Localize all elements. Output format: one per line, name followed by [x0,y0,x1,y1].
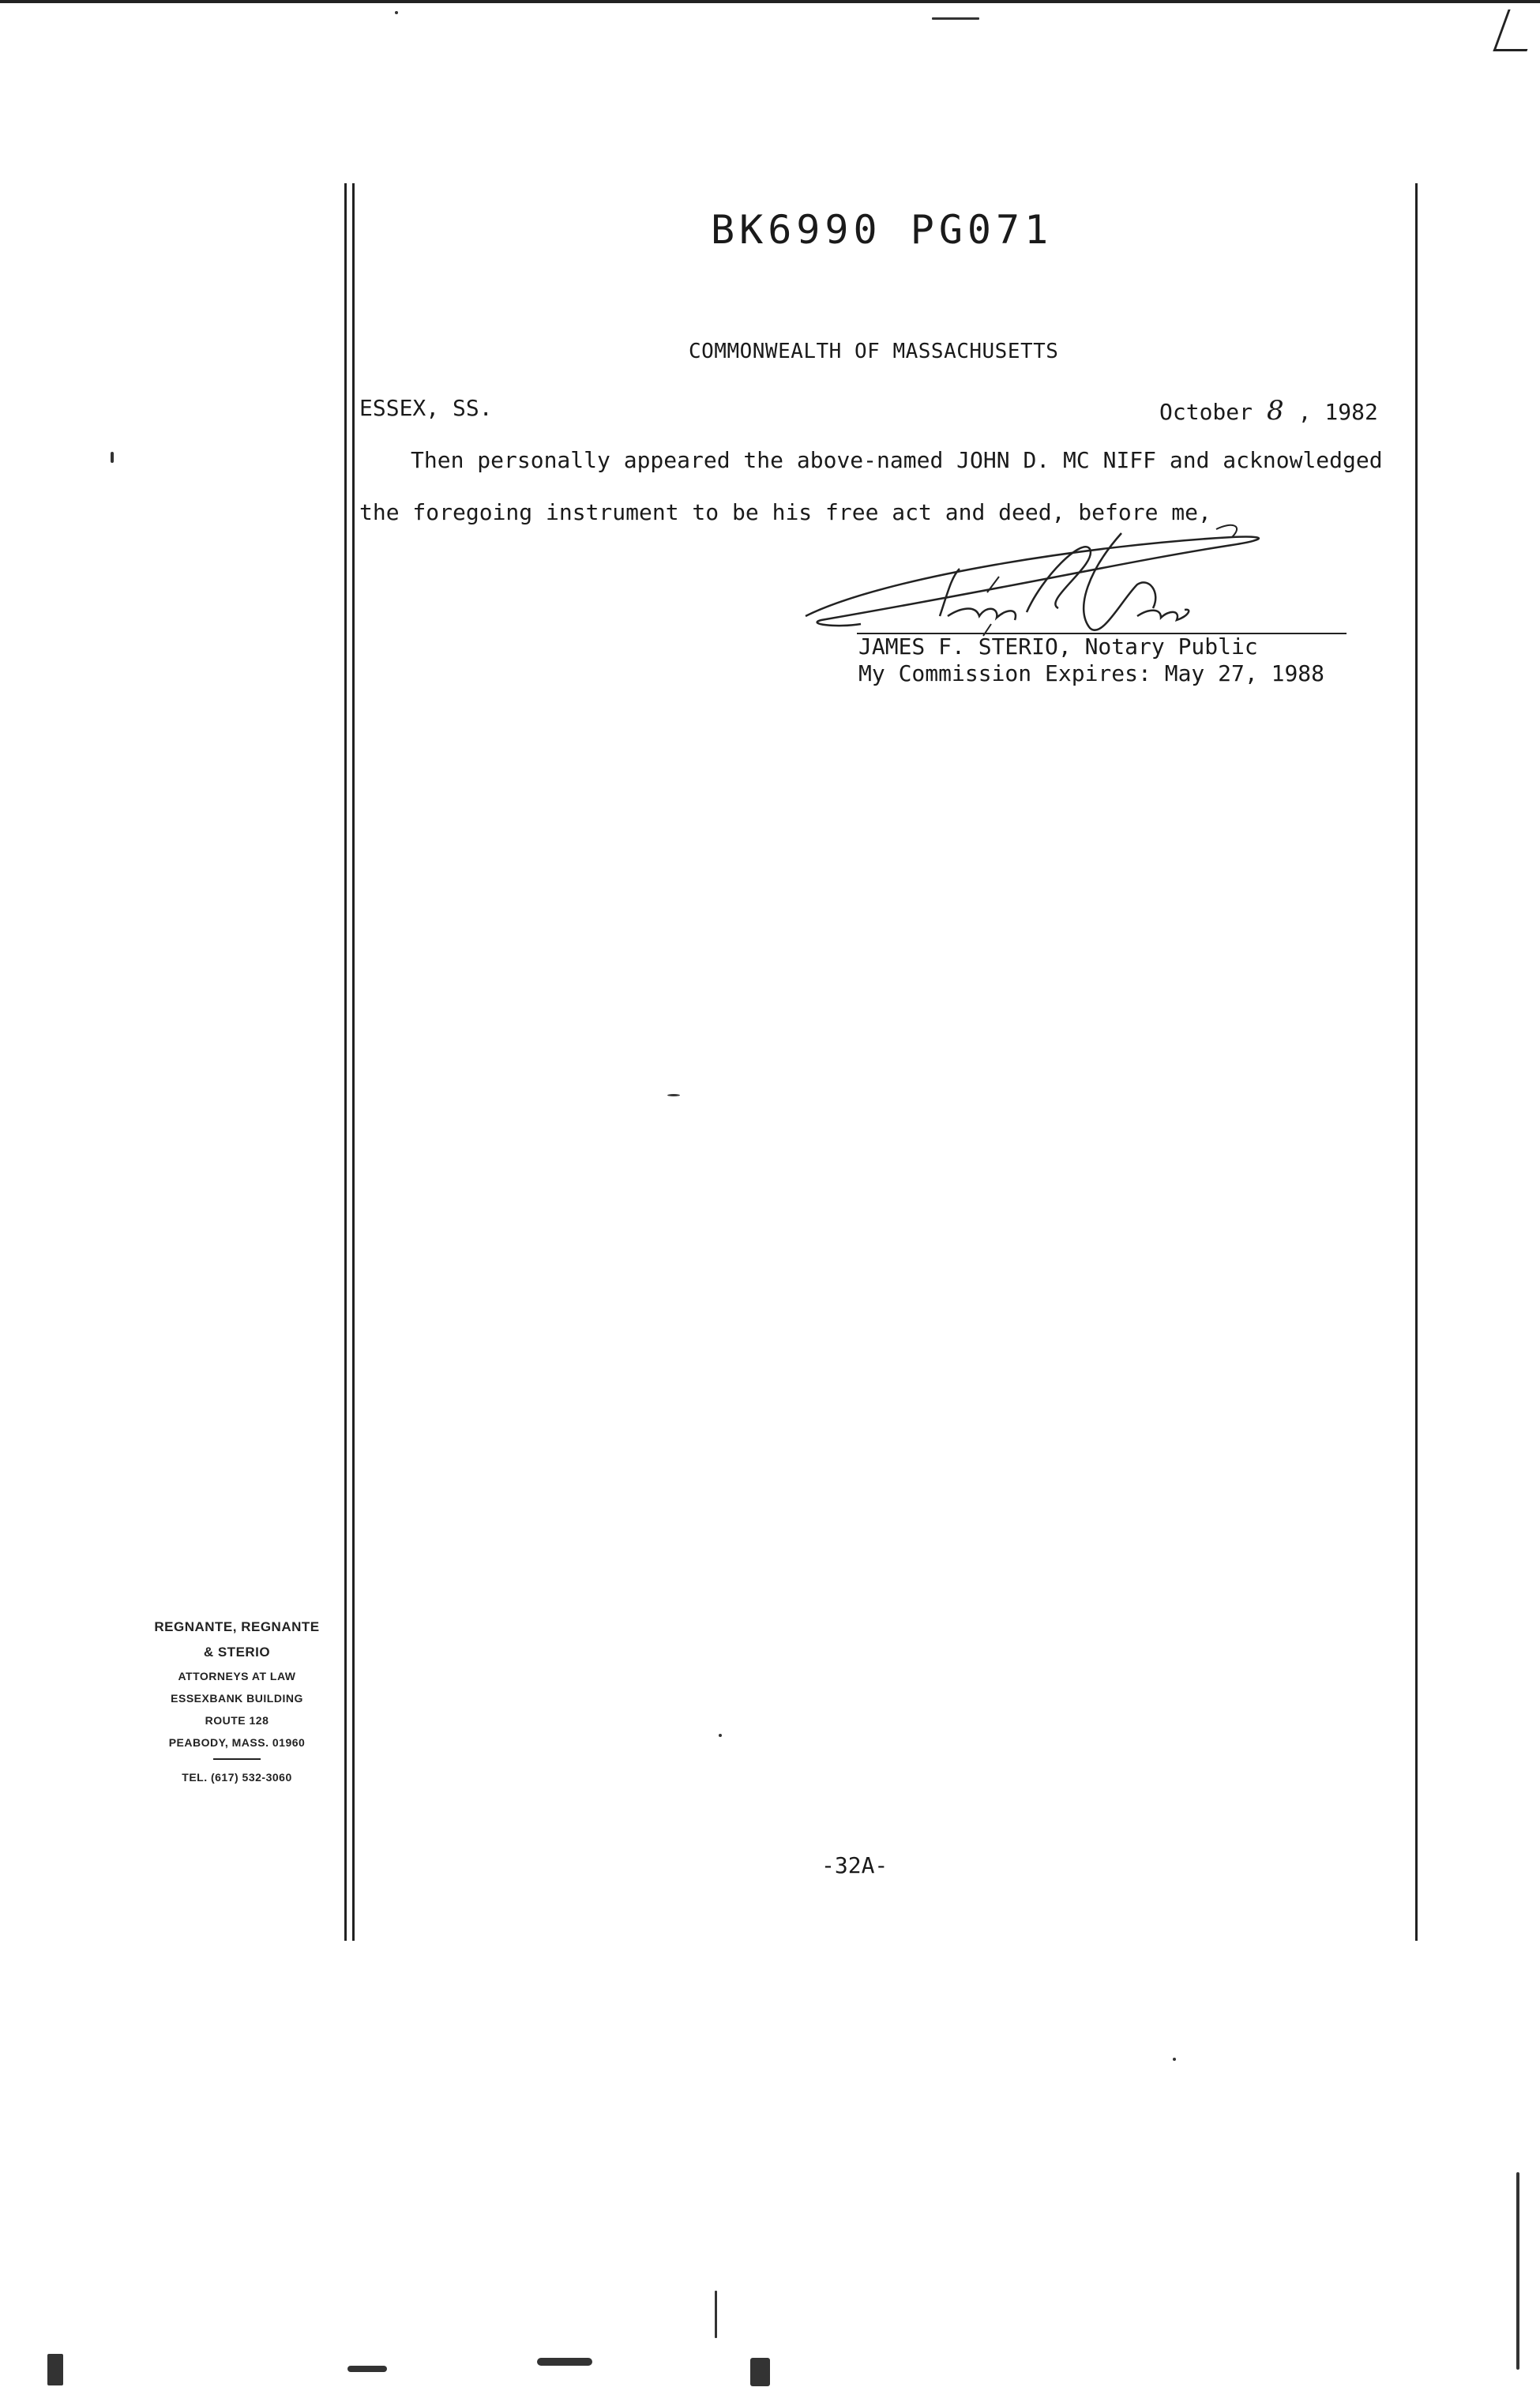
law-firm-imprint [118,1619,355,1793]
firm-route: ROUTE 128 [205,1714,269,1727]
firm-divider [213,1758,261,1760]
firm-practice: ATTORNEYS AT LAW [178,1670,296,1682]
scan-speck [1516,2172,1519,2370]
firm-building: ESSEXBANK BUILDING [171,1692,303,1705]
scan-speck [111,452,114,463]
acknowledgement-line-1: Then personally appeared the above-named JOHN D. MC NIFF and acknowledged [411,447,1383,473]
scan-speck [715,2291,717,2338]
acknowledgement-date [1159,395,1378,427]
scan-speck [750,2358,770,2386]
firm-name-line-2: & STERIO [203,1645,271,1660]
scan-speck [347,2366,387,2372]
scan-speck [47,2354,63,2385]
page-number: -32A- [821,1852,888,1878]
handwritten-signature-icon [790,490,1279,648]
firm-name-line-1: REGNANTE, REGNANTE [154,1619,320,1634]
date-day: 8 [1267,395,1284,427]
acknowledgement-line-2: the foregoing instrument to be his free act and deed, before me, [359,499,1211,525]
firm-city: PEABODY, MASS. 01960 [168,1736,306,1749]
scan-speck [1173,2058,1176,2061]
date-month: October [1159,399,1253,425]
corner-fold [1493,9,1540,51]
scan-speck [395,11,398,14]
scan-speck [667,1094,680,1096]
top-border [0,0,1540,3]
county-venue: ESSEX, SS. [359,395,493,421]
notary-name: JAMES F. STERIO, Notary Public [858,633,1258,660]
scan-speck [932,17,979,20]
document-heading: COMMONWEALTH OF MASSACHUSETTS [689,340,1059,363]
commission-expiration: My Commission Expires: May 27, 1988 [858,660,1325,686]
date-year: , 1982 [1298,399,1378,425]
scan-speck [537,2358,592,2366]
scan-speck [719,1734,722,1737]
right-margin-rule [1415,183,1418,1941]
book-page-stamp: BK6990 PG071 [711,207,1054,253]
firm-telephone: TEL. (617) 532-3060 [182,1771,292,1784]
